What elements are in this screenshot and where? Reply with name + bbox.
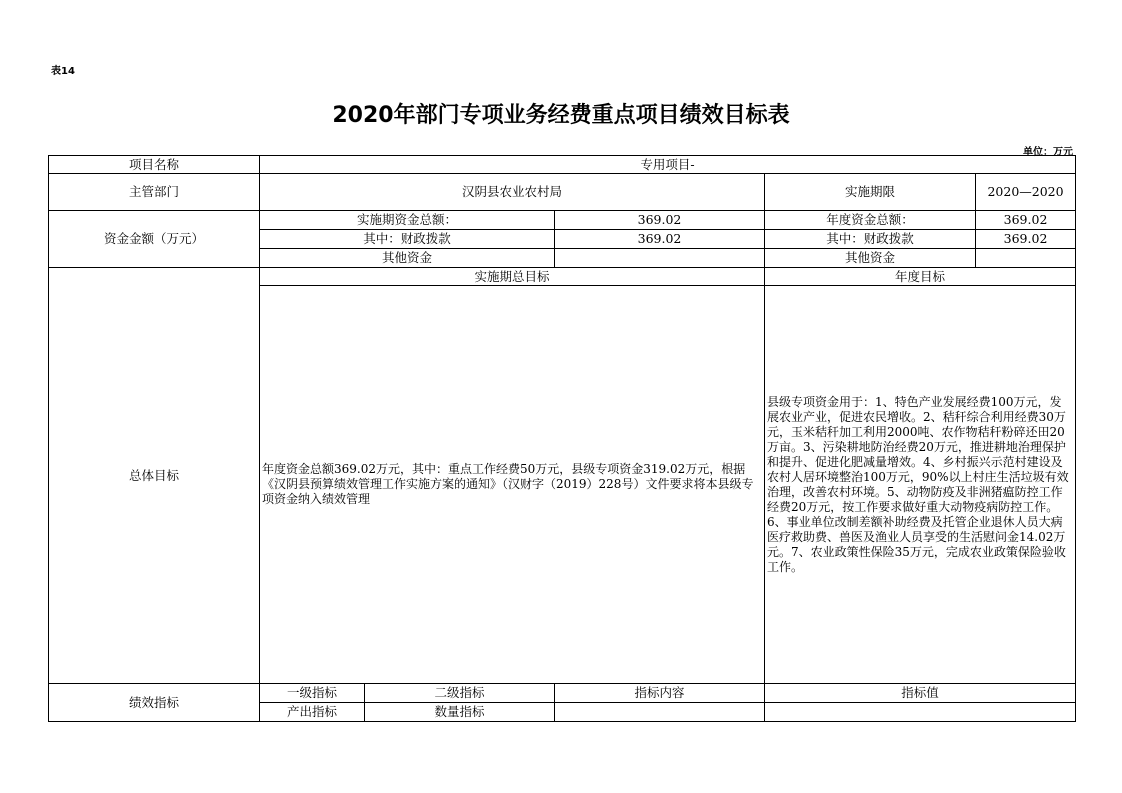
period-value: 2020—2020 <box>976 174 1076 211</box>
performance-indicator-label: 绩效指标 <box>49 684 260 722</box>
funds-amount-label: 资金金额（万元） <box>49 211 260 268</box>
department-label: 主管部门 <box>49 174 260 211</box>
annual-other-value <box>976 249 1076 268</box>
impl-other-label: 其他资金 <box>260 249 555 268</box>
annual-other-label: 其他资金 <box>765 249 976 268</box>
impl-goal-header: 实施期总目标 <box>260 268 765 286</box>
indicator-value-cell <box>765 703 1076 722</box>
department-row <box>49 174 1076 211</box>
project-name-row <box>49 156 1076 174</box>
unit-label: 单位：万元 <box>1023 147 1073 158</box>
table-number: 表14 <box>51 66 75 77</box>
annual-goal-header: 年度目标 <box>765 268 1076 286</box>
indicator-content-cell <box>555 703 765 722</box>
funds-total-row <box>49 211 1076 230</box>
department-value: 汉阴县农业农村局 <box>260 174 765 211</box>
level1-output-indicator: 产出指标 <box>260 703 365 722</box>
page-title: 2020年部门专项业务经费重点项目绩效目标表 <box>332 103 790 128</box>
level1-indicator-header: 一级指标 <box>260 684 365 703</box>
impl-total-value: 369.02 <box>555 211 765 230</box>
goal-header-row <box>49 268 1076 286</box>
project-name-label: 项目名称 <box>49 156 260 174</box>
annual-fiscal-value: 369.02 <box>976 230 1076 249</box>
project-name-value: 专用项目- <box>260 156 1076 174</box>
impl-total-label: 实施期资金总额： <box>260 211 555 230</box>
impl-fiscal-label: 其中：财政拨款 <box>260 230 555 249</box>
annual-goal-text: 县级专项资金用于：1、特色产业发展经费100万元，发展农业产业，促进农民增收。2、秸秆综合利用经费30万元，玉米秸秆加工利用2000吨、农作物秸秆粉碎还田20万亩。3、污染耕地防治经费20万元，推进耕地治理保护和提升、促进化肥减量增效。4、乡村振兴示范村建设及农村人居环境整治100万元，90%以上村庄生活垃圾有效治理，改善农村环境。5、动物防疫及非洲猪瘟防控工作经费20万元，按工作要求做好重大动物疫病防控工作。6、事业单位改制差额补助经费及托管企业退休人员大病医疗救助费、兽医及渔业人员享受的生活慰问金14.02万元。7、农业政策性保险35万元，完成农业政策保险验收工作。 <box>765 286 1076 684</box>
annual-fiscal-label: 其中：财政拨款 <box>765 230 976 249</box>
annual-total-label: 年度资金总额： <box>765 211 976 230</box>
level2-indicator-header: 二级指标 <box>365 684 555 703</box>
annual-total-value: 369.02 <box>976 211 1076 230</box>
indicator-header-row <box>49 684 1076 703</box>
impl-other-value <box>555 249 765 268</box>
impl-fiscal-value: 369.02 <box>555 230 765 249</box>
overall-goal-label: 总体目标 <box>49 268 260 684</box>
indicator-content-header: 指标内容 <box>555 684 765 703</box>
impl-goal-text: 年度资金总额369.02万元，其中：重点工作经费50万元，县级专项资金319.02万元，根据《汉阴县预算绩效管理工作实施方案的通知》（汉财字（2019）228号）文件要求将本县级专项资金纳入绩效管理 <box>260 286 765 684</box>
period-label: 实施期限 <box>765 174 976 211</box>
performance-goal-table <box>48 155 1076 722</box>
indicator-value-header: 指标值 <box>765 684 1076 703</box>
level2-quantity-indicator: 数量指标 <box>365 703 555 722</box>
